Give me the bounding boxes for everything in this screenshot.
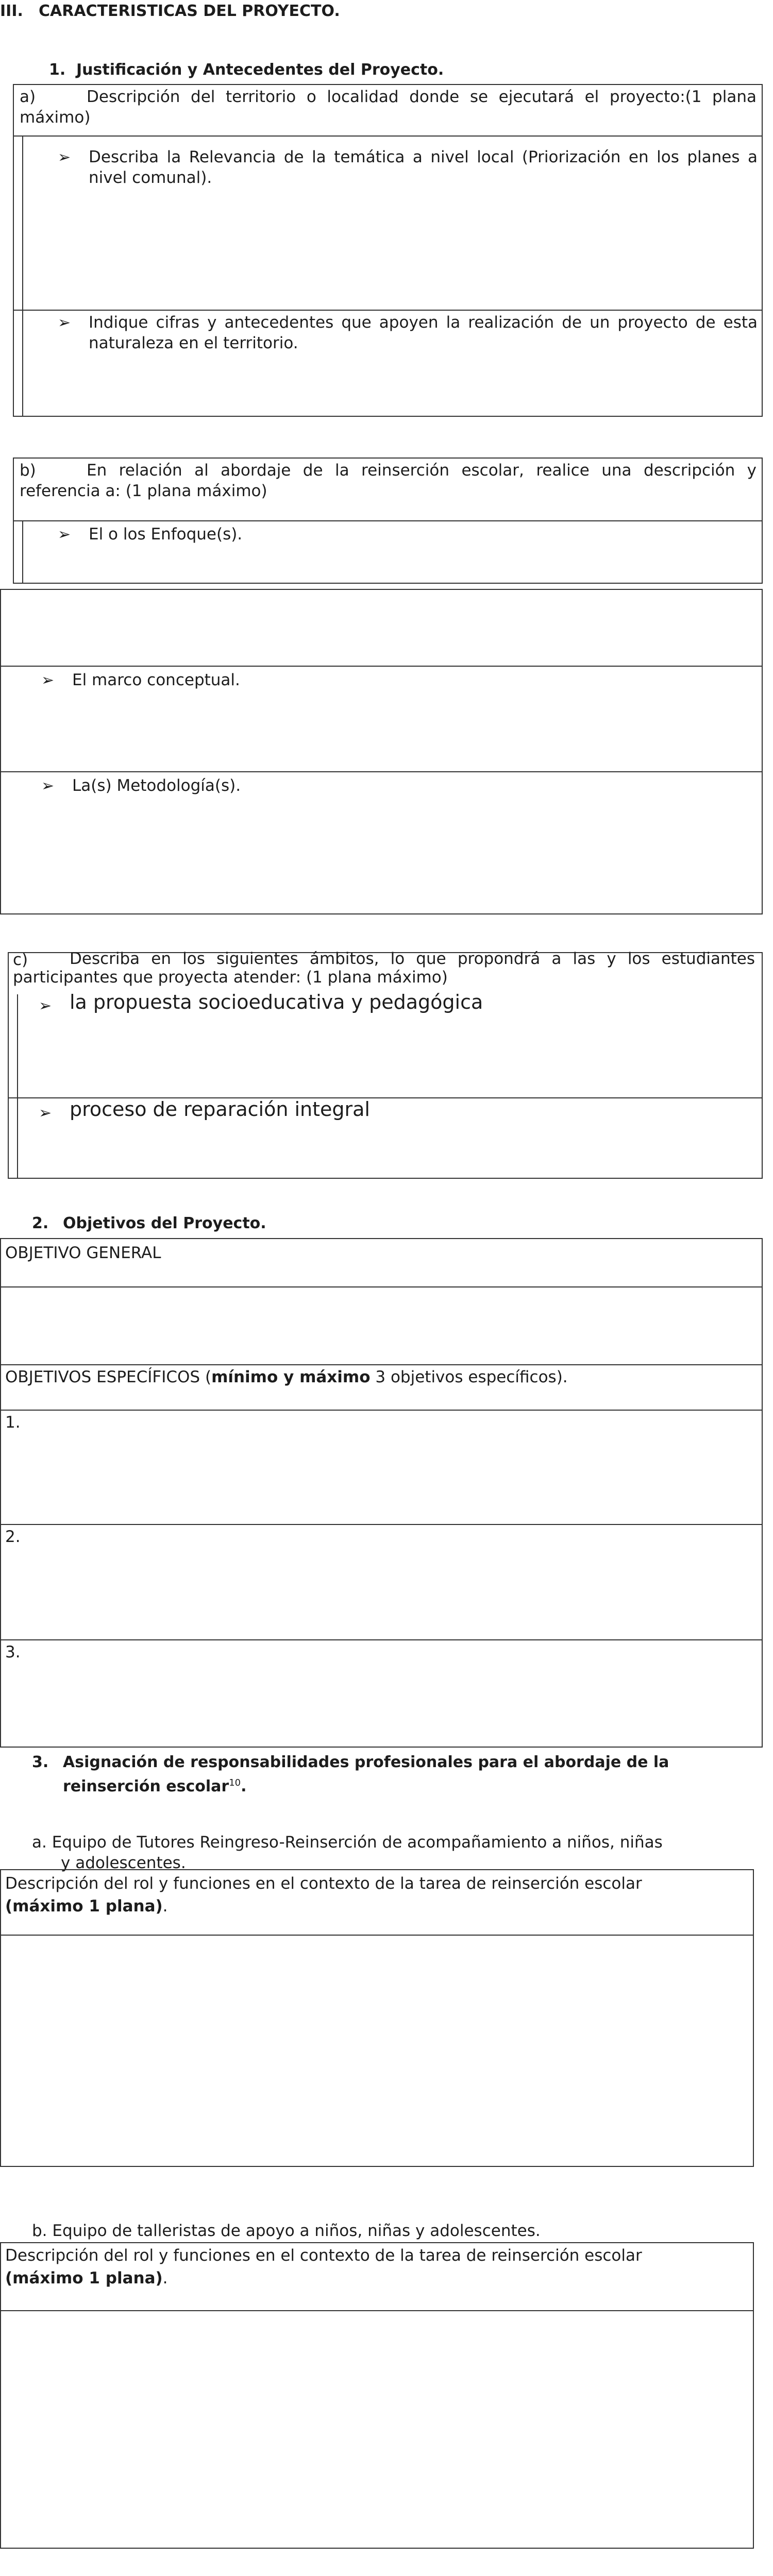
team-a-label: a. Equipo de Tutores Reingreso-Reinserción de acompañamiento a niños, niñas <box>32 1833 663 1852</box>
divider <box>13 520 763 521</box>
subsection-1-title: Justificación y Antecedentes del Proyecto. <box>76 61 444 79</box>
footnote-ref: 10 <box>229 1777 241 1788</box>
item-letter-c: c) <box>13 951 28 969</box>
divider <box>0 2310 754 2311</box>
subsection-1-number: 1. <box>49 61 66 79</box>
max-one-page: (máximo 1 plana) <box>5 2269 163 2287</box>
divider <box>0 771 763 772</box>
inner-left-rule <box>8 994 18 1179</box>
bullet-metodologias: La(s) Metodología(s). <box>72 776 241 795</box>
specific-objective-3-number: 3. <box>5 1643 21 1662</box>
team-b-desc-line2 <box>5 2268 168 2289</box>
bullet-enfoques: El o los Enfoque(s). <box>89 525 243 544</box>
arrow-bullet-icon: ➢ <box>58 314 71 332</box>
inner-left-rule <box>13 520 23 584</box>
section-number: III. <box>0 2 23 20</box>
divider <box>13 310 763 311</box>
approach-box-continued <box>0 589 763 914</box>
inner-left-rule <box>13 310 23 417</box>
specific-objective-2-number: 2. <box>5 1528 21 1546</box>
specific-objectives-bold: mínimo y máximo <box>211 1368 371 1386</box>
item-c-description: Describa en los siguientes ámbitos, lo que propondrá a las y los estudiantes participantes que proyecta atender: (1 plana máximo) <box>13 950 755 987</box>
desc-period: . <box>162 2269 168 2287</box>
arrow-bullet-icon: ➢ <box>58 148 71 166</box>
divider <box>0 1286 763 1287</box>
inner-left-rule <box>13 135 23 310</box>
divider <box>13 135 763 137</box>
bullet-relevancia: Describa la Relevancia de la temática a nivel local (Priorización en los planes a nivel comunal). <box>89 148 758 187</box>
divider <box>0 1935 754 1936</box>
divider <box>0 1410 763 1411</box>
team-a-desc-line1: Descripción del rol y funciones en el contexto de la tarea de reinserción escolar <box>5 1874 642 1893</box>
divider <box>0 1524 763 1525</box>
divider <box>0 666 763 667</box>
arrow-bullet-icon: ➢ <box>41 777 55 795</box>
team-a-desc-line2 <box>5 1896 168 1917</box>
team-b-desc-line1: Descripción del rol y funciones en el contexto de la tarea de reinserción escolar <box>5 2246 642 2265</box>
item-a-description: Descripción del territorio o localidad donde se ejecutará el proyecto:(1 plana máximo) <box>20 88 757 127</box>
subsection-3-title-line2 <box>63 1777 247 1795</box>
specific-objectives-label <box>5 1367 568 1387</box>
subsection-3-number: 3. <box>32 1753 49 1771</box>
team-b-label: b. Equipo de talleristas de apoyo a niños, niñas y adolescentes. <box>32 2222 541 2240</box>
subsection-2-number: 2. <box>32 1214 49 1232</box>
specific-objectives-prefix: OBJETIVOS ESPECÍFICOS ( <box>5 1368 212 1386</box>
subsection-3-title-text: reinserción escolar <box>63 1777 229 1795</box>
max-one-page: (máximo 1 plana) <box>5 1897 163 1916</box>
item-letter-b: b) <box>20 461 36 480</box>
bullet-reparacion-integral: proceso de reparación integral <box>70 1098 370 1121</box>
bullet-cifras: Indique cifras y antecedentes que apoyen la realización de un proyecto de esta naturaleza en el territorio. <box>89 313 758 352</box>
objectives-table <box>0 1238 763 1748</box>
divider <box>0 1364 763 1365</box>
item-b-description: En relación al abordaje de la reinserción escolar, realice una descripción y referencia a: (1 plana máximo) <box>20 461 757 500</box>
team-a-label-cont: y adolescentes. <box>61 1854 186 1872</box>
section-title: CARACTERISTICAS DEL PROYECTO. <box>39 2 340 20</box>
divider <box>0 1639 763 1640</box>
arrow-bullet-icon: ➢ <box>39 1104 52 1122</box>
subsection-3-title-line1: Asignación de responsabilidades profesionales para el abordaje de la <box>63 1753 669 1771</box>
specific-objectives-suffix: 3 objetivos específicos). <box>370 1368 568 1386</box>
subsection-2-title: Objetivos del Proyecto. <box>63 1214 266 1232</box>
arrow-bullet-icon: ➢ <box>41 671 55 689</box>
subsection-3-title-period: . <box>241 1777 247 1795</box>
general-objective-label: OBJETIVO GENERAL <box>5 1244 161 1262</box>
bullet-propuesta-socioeducativa: la propuesta socioeducativa y pedagógica <box>70 991 483 1013</box>
arrow-bullet-icon: ➢ <box>39 997 52 1015</box>
justification-box-a <box>13 84 763 417</box>
specific-objective-1-number: 1. <box>5 1413 21 1432</box>
arrow-bullet-icon: ➢ <box>58 526 71 544</box>
desc-period: . <box>162 1897 168 1916</box>
bullet-marco-conceptual: El marco conceptual. <box>72 671 240 689</box>
item-letter-a: a) <box>20 88 36 106</box>
